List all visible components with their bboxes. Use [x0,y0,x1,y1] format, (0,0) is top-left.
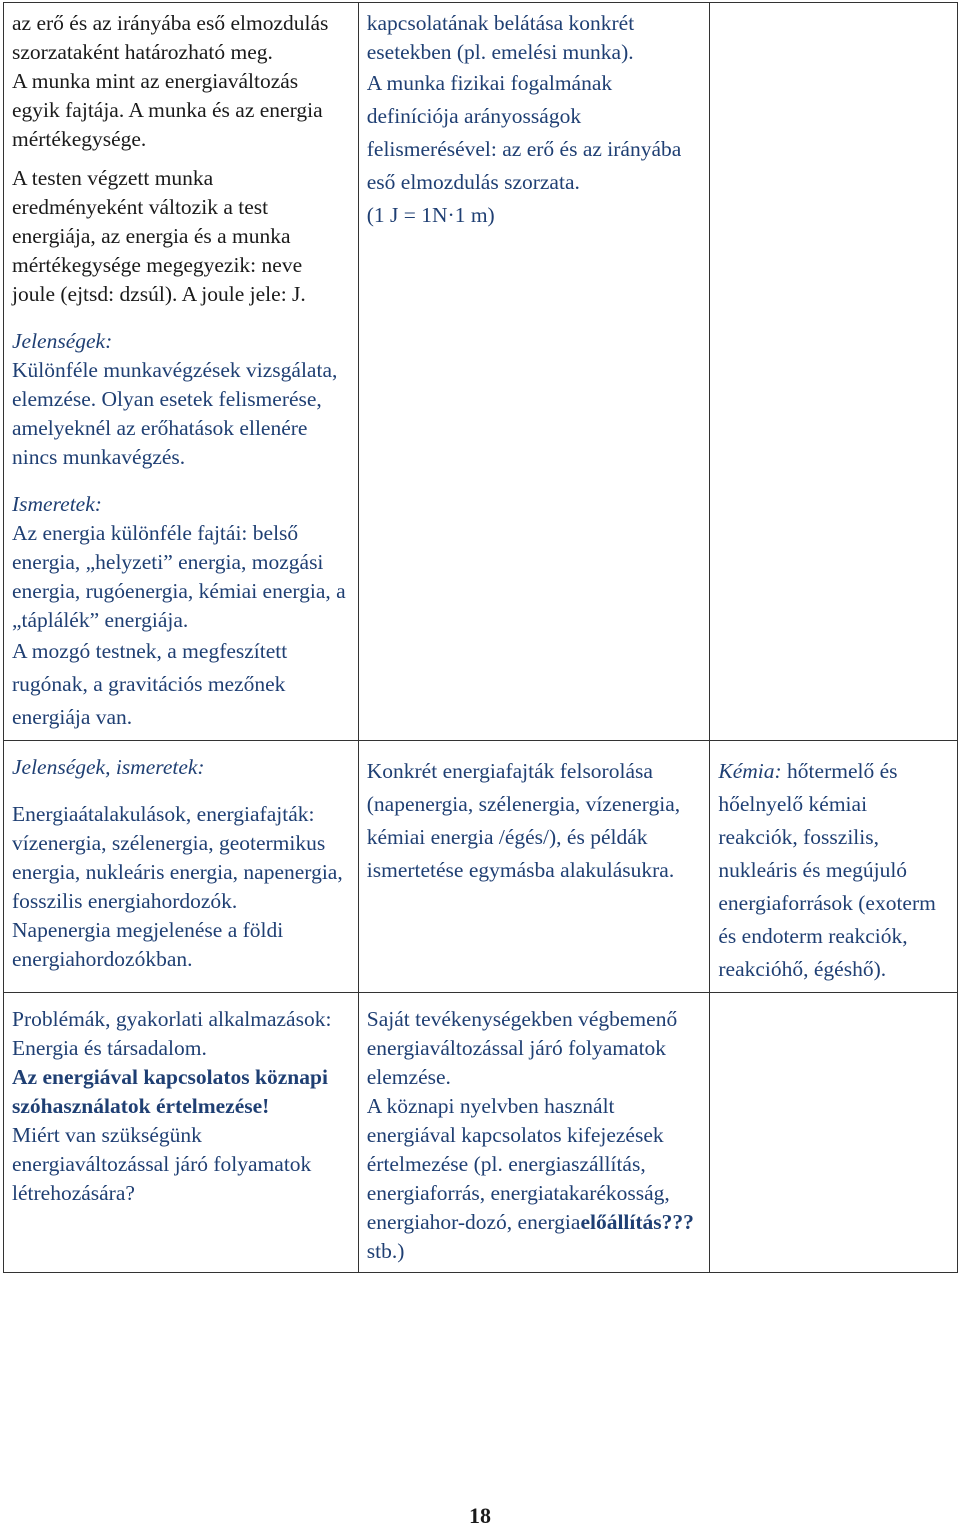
text-span: A köznapi nyelvben használt energiával kapcsolatos kifejezések értelmezése (pl. energiaszállítás, energiaforrás, energiatakarékosság, energiahor-dozó, energia [366,1094,670,1234]
section-label-ismeretek: Ismeretek: [12,492,102,516]
text-span: stb.) [366,1239,405,1263]
paragraph [718,755,949,986]
paragraph: az erő és az irányába eső elmozdulás szorzataként határozható meg. [12,11,329,64]
row3-col3-cell [710,993,958,1273]
table-row [4,993,958,1273]
paragraph: Saját tevékenységekben végbemenő energiaváltozással járó folyamatok elemzése. [366,1007,678,1089]
paragraph [367,1092,702,1266]
section-label-jelensegek: Jelenségek: [12,329,113,353]
curriculum-table [3,2,958,1273]
paragraph: Napenergia megjelenése a földi energiahordozókban. [12,918,284,971]
paragraph: Energia és társadalom. [12,1036,207,1060]
paragraph: kapcsolatának belátása konkrét esetekben (pl. emelési munka). [366,11,635,64]
paragraph: Miért van szükségünk energiaváltozással járó folyamatok létrehozására? [12,1123,312,1205]
text-span: hőtermelő és hőelnyelő kémiai reakciók, fosszilis, nukleáris és megújuló energiaforrások (exoterm és endoterm reakciók, reakcióhő, égéshő). [718,759,936,981]
table-row [4,3,958,741]
section-label-jelensegek-ismeretek: Jelenségek, ismeretek: [12,755,205,779]
paragraph: A mozgó testnek, a megfeszített rugónak, a gravitációs mezőnek energiája van. [12,639,288,729]
paragraph: A testen végzett munka eredményeként változik a test energiája, az energia és a munka mértékegysége megegyezik: neve joule (ejtsd: dzsúl). A joule jele: J. [12,166,306,306]
paragraph: (1 J = 1N·1 m) [366,203,495,227]
paragraph: Az energia különféle fajtái: belső energia, „helyzeti” energia, mozgási energia, rugóenergia, kémiai energia, a „táplálék” energiája. [12,521,346,632]
paragraph: Energiaátalakulások, energiafajták: vízenergia, szélenergia, geotermikus energia, nukleáris energia, napenergia, fosszilis energiahordozók. [12,802,343,913]
bold-span: előállítás??? [580,1210,694,1234]
row2-col2-cell [358,741,710,993]
paragraph: Konkrét energiafajták felsorolása (napenergia, szélenergia, vízenergia, kémiai energia /égés/), és példák ismertetése egymásba alakulásukra. [366,759,681,882]
page-number: 18 [469,1503,491,1528]
row1-col1-cell [4,3,359,741]
section-label-problemak: Problémák, gyakorlati alkalmazások: [12,1007,332,1031]
row2-col1-cell [4,741,359,993]
row3-col1-cell [4,993,359,1273]
paragraph: A munka fizikai fogalmának definíciója arányosságok felismerésével: az erő és az irányába eső elmozdulás szorzata. [366,71,682,194]
row1-col2-cell [358,3,710,741]
bold-paragraph: Az energiával kapcsolatos köznapi szóhasználatok értelmezése! [12,1065,328,1118]
row1-col3-cell [710,3,958,741]
text-span: Különféle munkavégzések vizsgálata, elemzése. [12,358,338,411]
row3-col2-cell [358,993,710,1273]
subject-label-kemia: Kémia: [718,759,782,783]
paragraph [12,356,350,472]
text-span: Olyan esetek felismerése, amelyeknél az erőhatások ellenére nincs munkavégzés. [12,387,322,469]
row2-col3-cell [710,741,958,993]
table-row [4,741,958,993]
paragraph: A munka mint az energiaváltozás egyik fajtája. A munka és az energia mértékegysége. [12,69,323,151]
